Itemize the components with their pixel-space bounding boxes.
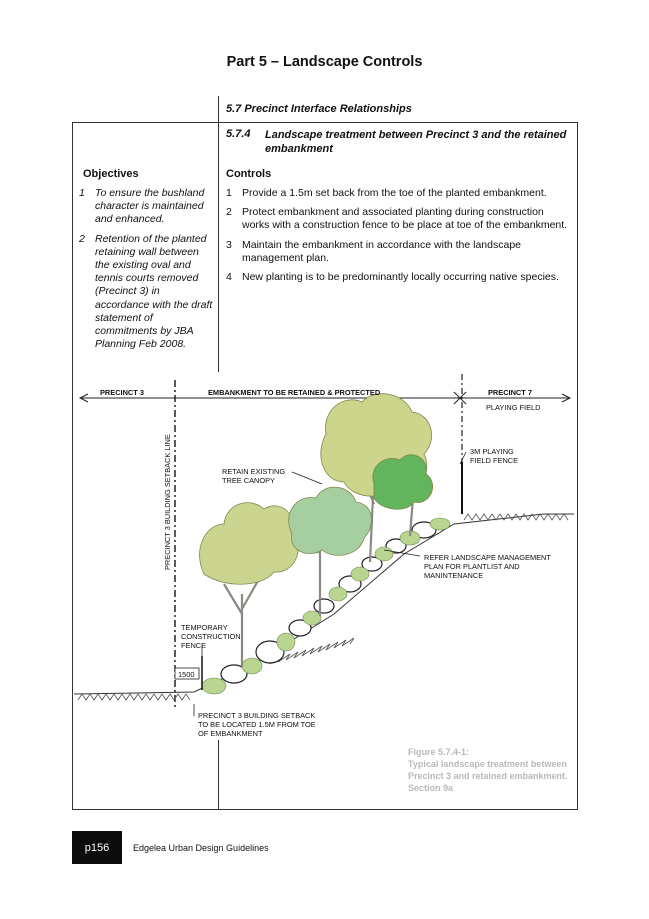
label-setback-note-1: PRECINCT 3 BUILDING SETBACK [198,711,316,720]
page-number-tag: p156 [72,831,122,864]
objective-text: Retention of the planted retaining wall between the existing oval and tennis courts removed (Precinct 3) in accordance with the draft statement of commitments by JBA Planning Feb 2008. [95,232,213,351]
control-item [226,239,571,265]
frame-top-rule [72,122,578,123]
objective-item [79,187,215,227]
controls-heading: Controls [226,168,272,180]
control-number: 1 [226,187,232,199]
subsection-number: 5.7.4 [226,128,251,140]
objective-item [79,233,215,352]
control-item [226,271,571,284]
control-text: New planting is to be predominantly locally occurring native species. [242,271,559,284]
control-text: Protect embankment and associated planting during construction works with a construction fence to be place at toe of the embankment. [242,206,568,232]
control-item [226,206,571,232]
control-number: 2 [226,206,232,219]
objectives-list [79,187,215,357]
frame-bottom-rule [72,809,578,810]
label-setback-line: PRECINCT 3 BUILDING SETBACK LINE [163,434,172,570]
column-divider-lower [218,740,219,810]
objective-number: 2 [79,232,85,245]
label-temp-fence-1: TEMPORARY [181,623,228,632]
figure-text: Typical landscape treatment between Precinct 3 and retained embankment. Section 9a [408,759,568,793]
figure-number: Figure 5.7.4-1: [408,747,470,757]
objective-text: To ensure the bushland character is maintained and enhanced. [95,187,205,226]
label-embankment: EMBANKMENT TO BE RETAINED & PROTECTED [208,388,381,397]
label-lmp-1: REFER LANDSCAPE MANAGEMENT [424,553,551,562]
control-text: Provide a 1.5m set back from the toe of the planted embankment. [242,187,547,199]
embankment-section-diagram [74,374,576,744]
frame-right-rule [577,122,578,810]
label-precinct-3: PRECINCT 3 [100,388,144,397]
label-precinct-7: PRECINCT 7 [488,388,532,397]
control-number: 4 [226,271,232,284]
label-temp-fence-2: CONSTRUCTION [181,632,241,641]
label-playing-field: PLAYING FIELD [486,403,541,412]
objective-number: 1 [79,187,85,199]
control-item [226,187,571,200]
footer-doc-title: Edgelea Urban Design Guidelines [133,843,269,853]
section-heading: 5.7 Precinct Interface Relationships [226,103,412,115]
column-divider-top [218,96,219,122]
label-fence-1: 3M PLAYING [470,447,514,456]
subsection-title: Landscape treatment between Precinct 3 and the retained embankment [265,129,567,155]
label-fence-2: FIELD FENCE [470,456,519,465]
page-title: Part 5 – Landscape Controls [226,54,423,70]
label-lmp-3: MANINTENANCE [424,571,484,580]
label-tree-canopy-1: RETAIN EXISTING [222,467,286,476]
control-number: 3 [226,238,232,251]
controls-list [226,187,571,290]
label-temp-fence-3: FENCE [181,641,207,650]
label-setback-note-3: OF EMBANKMENT [198,729,263,738]
label-lmp-2: PLAN FOR PLANTLIST AND [424,562,520,571]
figure-caption [408,746,573,794]
frame-left-rule [72,122,73,810]
column-divider [218,122,219,372]
label-setback-note-2: TO BE LOCATED 1.5M FROM TOE [198,720,316,729]
control-text: Maintain the embankment in accordance with the landscape management plan. [242,238,521,264]
objectives-heading: Objectives [83,168,139,180]
label-dimension: 1500 [178,670,195,679]
label-tree-canopy-2: TREE CANOPY [222,476,275,485]
